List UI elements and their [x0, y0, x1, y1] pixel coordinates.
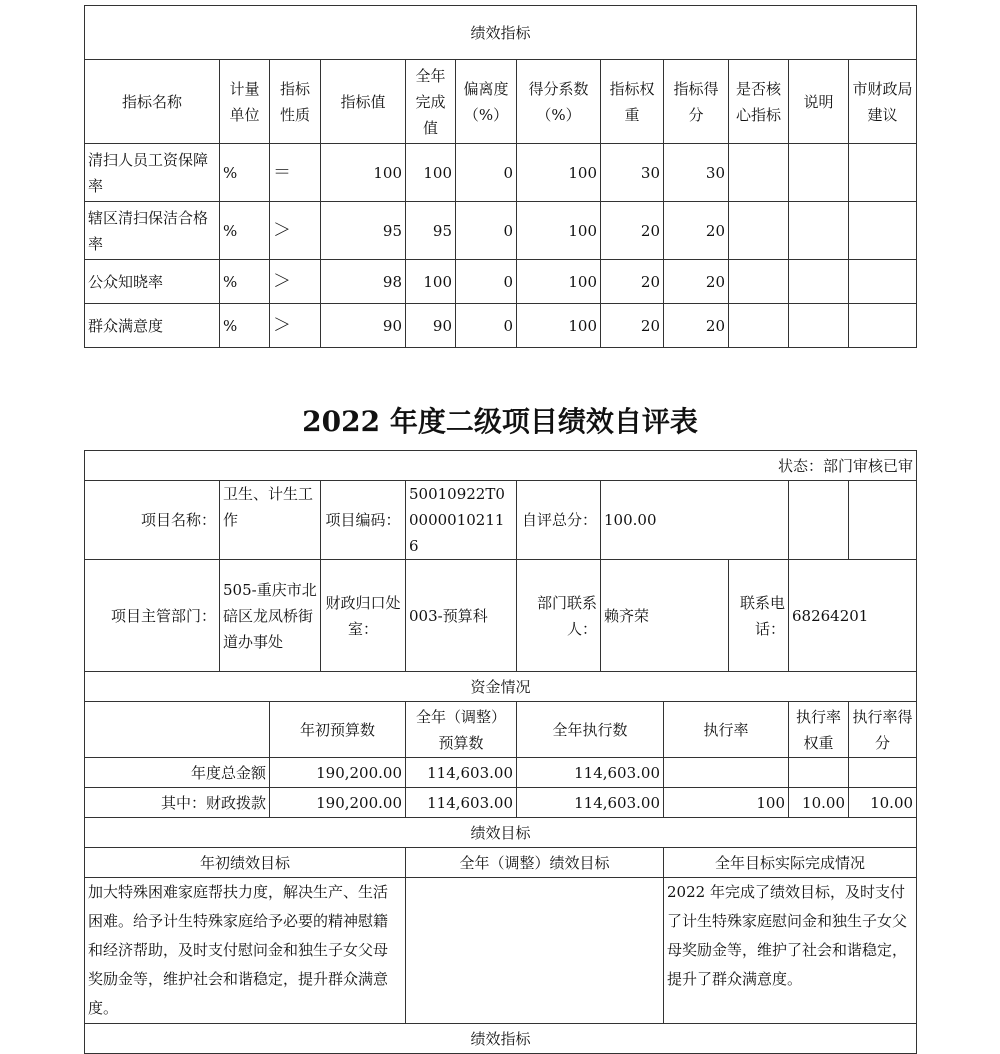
indicator-core: [729, 202, 789, 260]
empty-cell: [85, 702, 270, 758]
project-code-label: 项目编码：: [321, 481, 406, 560]
funds-rate: [664, 758, 789, 788]
indicator-target: 90: [321, 304, 406, 348]
project-name-label: 项目名称：: [85, 481, 220, 560]
header-deviation: 偏离度（%）: [456, 60, 517, 144]
indicator-score: 20: [664, 202, 729, 260]
header-core: 是否核心指标: [729, 60, 789, 144]
indicator-deviation: 0: [456, 260, 517, 304]
goals-section-title: 绩效目标: [85, 818, 917, 848]
header-actual: 全年完成值: [406, 60, 456, 144]
indicator-deviation: 0: [456, 144, 517, 202]
dept-label: 项目主管部门：: [85, 560, 220, 672]
header-note: 说明: [789, 60, 849, 144]
contact-label: 部门联系人：: [517, 560, 601, 672]
empty-cell: [789, 481, 849, 560]
header-coef: 得分系数（%）: [517, 60, 601, 144]
indicator-name: 群众满意度: [85, 304, 220, 348]
indicator-core: [729, 144, 789, 202]
header-nature: 指标性质: [270, 60, 321, 144]
indicator-suggest: [849, 202, 917, 260]
indicator-name: 公众知晓率: [85, 260, 220, 304]
funds-score: 10.00: [849, 788, 917, 818]
header-suggest: 市财政局建议: [849, 60, 917, 144]
indicator-note: [789, 260, 849, 304]
funds-section-title: 资金情况: [85, 672, 917, 702]
goals-header-row: [85, 848, 917, 878]
table-row: [85, 758, 917, 788]
indicator-nature: ＝: [270, 144, 321, 202]
indicator-coef: 100: [517, 260, 601, 304]
goal-adjusted-text: [406, 878, 664, 1024]
table-row: [85, 144, 917, 202]
indicator-nature: ＞: [270, 260, 321, 304]
indicator-actual: 100: [406, 144, 456, 202]
project-code-value: 50010922T000000102116: [406, 481, 517, 560]
indicator-name: 辖区清扫保洁合格率: [85, 202, 220, 260]
goal-actual-text: 2022 年完成了绩效目标，及时支付了计生特殊家庭慰问金和独生子女父母奖励金等，维护了社会和谐稳定，提升了群众满意度。: [664, 878, 917, 1024]
indicators-section-title: 绩效指标: [85, 1024, 917, 1054]
header-weight: 指标权重: [601, 60, 664, 144]
indicator-score: 20: [664, 260, 729, 304]
indicator-score: 30: [664, 144, 729, 202]
funds-header-weight: 执行率权重: [789, 702, 849, 758]
performance-indicator-title: 绩效指标: [85, 6, 917, 60]
indicator-note: [789, 304, 849, 348]
indicator-actual: 95: [406, 202, 456, 260]
indicator-note: [789, 144, 849, 202]
status-label: 状态：部门审核已审: [85, 451, 917, 481]
funds-weight: 10.00: [789, 788, 849, 818]
header-unit: 计量单位: [220, 60, 270, 144]
indicator-weight: 20: [601, 260, 664, 304]
indicator-coef: 100: [517, 202, 601, 260]
funds-initial: 190,200.00: [270, 758, 406, 788]
funds-executed: 114,603.00: [517, 758, 664, 788]
funds-header-initial: 年初预算数: [270, 702, 406, 758]
indicator-target: 100: [321, 144, 406, 202]
indicator-unit: %: [220, 304, 270, 348]
funds-header-score: 执行率得分: [849, 702, 917, 758]
goal-header-adjusted: 全年（调整）绩效目标: [406, 848, 664, 878]
goal-header-initial: 年初绩效目标: [85, 848, 406, 878]
indicator-core: [729, 304, 789, 348]
self-evaluation-table: [84, 450, 917, 1054]
finance-office-value: 003-预算科: [406, 560, 517, 672]
header-score: 指标得分: [664, 60, 729, 144]
table-row: [85, 202, 917, 260]
funds-adjusted: 114,603.00: [406, 788, 517, 818]
table-row: [85, 260, 917, 304]
indicator-coef: 100: [517, 304, 601, 348]
finance-office-label: 财政归口处室：: [321, 560, 406, 672]
funds-executed: 114,603.00: [517, 788, 664, 818]
indicator-nature: ＞: [270, 304, 321, 348]
project-name-value: 卫生、计生工作: [220, 481, 321, 560]
phone-value: 68264201: [789, 560, 917, 672]
indicator-unit: %: [220, 144, 270, 202]
funds-header-rate: 执行率: [664, 702, 789, 758]
funds-adjusted: 114,603.00: [406, 758, 517, 788]
self-score-label: 自评总分：: [517, 481, 601, 560]
funds-header-row: [85, 702, 917, 758]
indicator-core: [729, 260, 789, 304]
indicator-nature: ＞: [270, 202, 321, 260]
indicator-score: 20: [664, 304, 729, 348]
indicator-suggest: [849, 304, 917, 348]
funds-initial: 190,200.00: [270, 788, 406, 818]
performance-indicator-table: [84, 5, 917, 348]
table-row: [85, 788, 917, 818]
indicator-target: 95: [321, 202, 406, 260]
contact-value: 赖齐荣: [601, 560, 729, 672]
indicator-weight: 30: [601, 144, 664, 202]
funds-weight: [789, 758, 849, 788]
indicator-suggest: [849, 260, 917, 304]
table-header-row: [85, 60, 917, 144]
phone-label: 联系电话：: [729, 560, 789, 672]
indicator-unit: %: [220, 260, 270, 304]
indicator-actual: 90: [406, 304, 456, 348]
header-target: 指标值: [321, 60, 406, 144]
dept-value: 505-重庆市北碚区龙凤桥街道办事处: [220, 560, 321, 672]
table-row: [85, 304, 917, 348]
funds-header-adjusted: 全年（调整）预算数: [406, 702, 517, 758]
funds-header-executed: 全年执行数: [517, 702, 664, 758]
indicator-deviation: 0: [456, 202, 517, 260]
funds-rate: 100: [664, 788, 789, 818]
funds-row-label: 其中：财政拨款: [85, 788, 270, 818]
funds-row-label: 年度总金额: [85, 758, 270, 788]
goal-header-actual: 全年目标实际完成情况: [664, 848, 917, 878]
report-title: 2022 年度二级项目绩效自评表: [302, 405, 698, 438]
indicator-suggest: [849, 144, 917, 202]
indicator-note: [789, 202, 849, 260]
indicator-deviation: 0: [456, 304, 517, 348]
indicator-coef: 100: [517, 144, 601, 202]
indicator-name: 清扫人员工资保障率: [85, 144, 220, 202]
goal-initial-text: 加大特殊困难家庭帮扶力度，解决生产、生活困难。给予计生特殊家庭给予必要的精神慰籍和经济帮助，及时支付慰问金和独生子女父母奖励金等，维护社会和谐稳定，提升群众满意度。: [85, 878, 406, 1024]
funds-score: [849, 758, 917, 788]
indicator-actual: 100: [406, 260, 456, 304]
indicator-weight: 20: [601, 202, 664, 260]
indicator-target: 98: [321, 260, 406, 304]
empty-cell: [849, 481, 917, 560]
self-score-value: 100.00: [601, 481, 789, 560]
indicator-weight: 20: [601, 304, 664, 348]
indicator-unit: %: [220, 202, 270, 260]
header-indicator-name: 指标名称: [85, 60, 220, 144]
